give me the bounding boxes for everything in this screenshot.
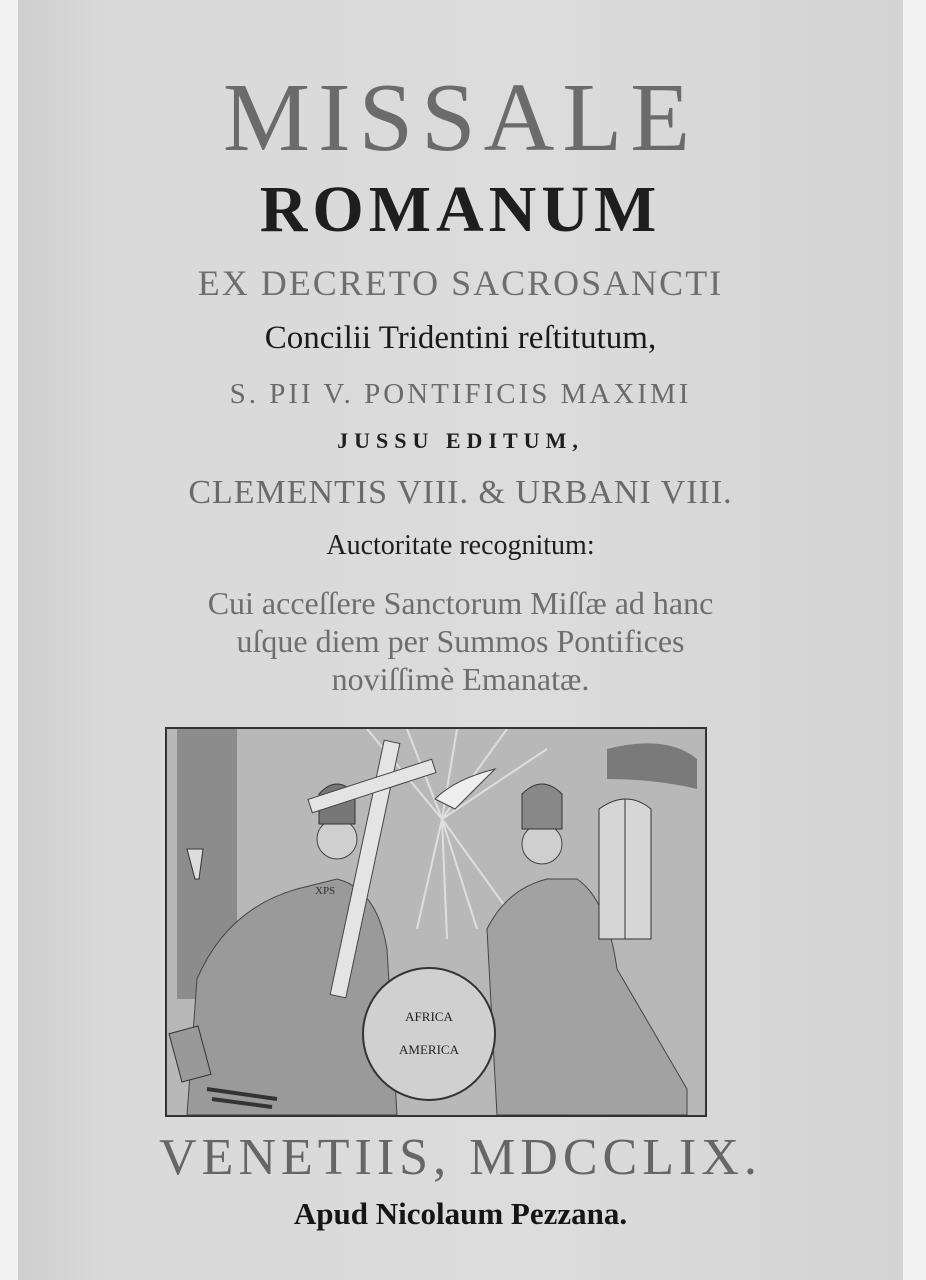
subtitle-line-6: Auctoritate recognitum: xyxy=(326,530,595,561)
imprint-printer: Apud Nicolaum Pezzana. xyxy=(293,1196,628,1231)
globe-label-america: AMERICA xyxy=(399,1042,459,1057)
subtitle-line-1: EX DECRETO SACROSANCTI xyxy=(197,263,724,303)
paragraph-line: Cui acceſſere Sanctorum Miſſæ ad hanc xyxy=(207,585,714,621)
paragraph-line: uſque diem per Summos Pontifices xyxy=(236,623,685,659)
subtitle-line-3: S. PII V. PONTIFICIS MAXIMI xyxy=(229,378,692,410)
title-page xyxy=(18,0,903,1280)
engraving-scene xyxy=(167,729,705,1115)
engraving-illustration xyxy=(165,727,707,1117)
globe-label-africa: AFRICA xyxy=(405,1009,453,1024)
synagogue-figure-head xyxy=(522,824,562,864)
subtitle-line-4: JUSSU EDITUM, xyxy=(337,428,584,453)
title-missale: MISSALE xyxy=(222,64,699,172)
imprint-place-date: VENETIIS, MDCCLIX. xyxy=(159,1129,762,1186)
globe xyxy=(363,968,495,1100)
breast-label: XPS xyxy=(315,885,336,897)
title-romanum: ROMANUM xyxy=(259,173,662,246)
subtitle-line-2: Concilii Tridentini reſtitutum, xyxy=(264,320,657,356)
subtitle-paragraph xyxy=(18,584,903,698)
church-figure-head xyxy=(317,819,357,859)
subtitle-line-5: CLEMENTIS VIII. & URBANI VIII. xyxy=(188,474,733,511)
turban-with-crescent xyxy=(522,784,562,829)
paragraph-line: noviſſimè Emanatæ. xyxy=(331,661,590,697)
